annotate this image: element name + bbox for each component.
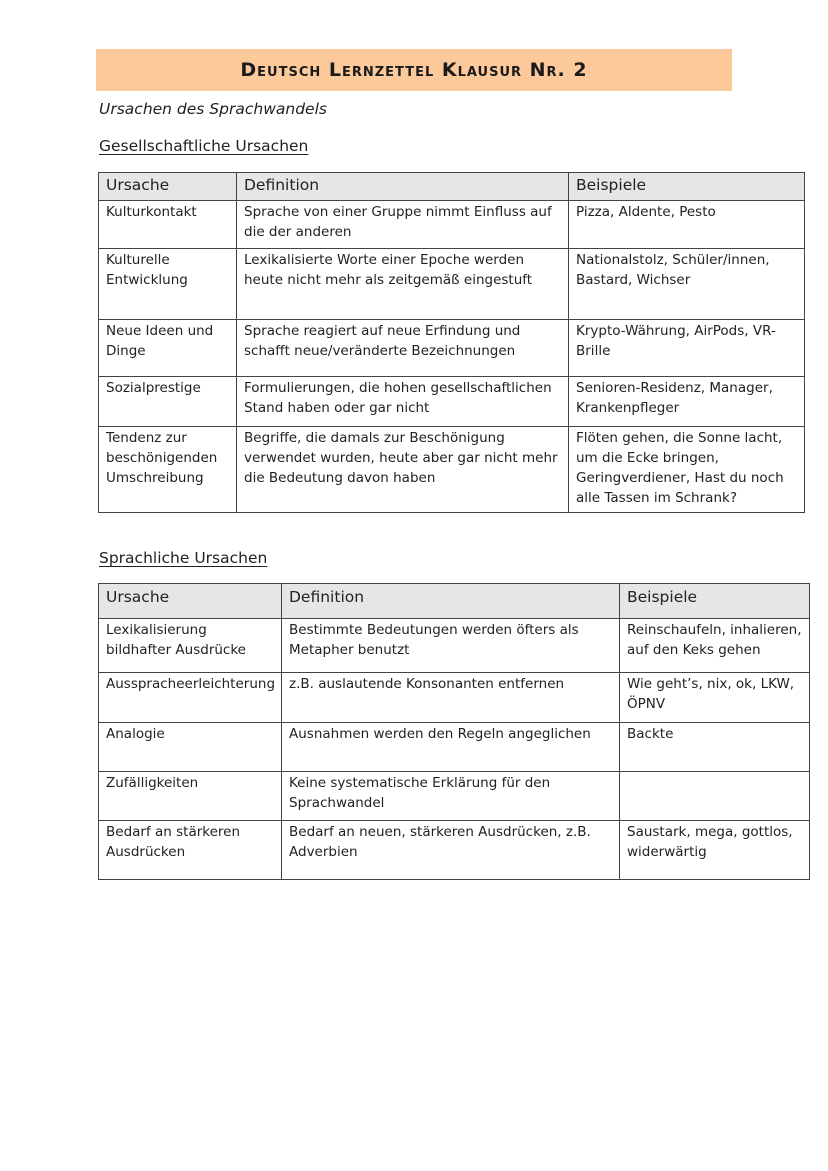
cell-ursache: Zufälligkeiten	[99, 772, 282, 821]
cell-definition: Bedarf an neuen, stärkeren Ausdrücken, z.B. Adverbien	[282, 821, 620, 880]
table-row	[99, 377, 805, 427]
table-row	[99, 427, 805, 513]
cell-definition: Ausnahmen werden den Regeln angeglichen	[282, 723, 620, 772]
table-row	[99, 320, 805, 377]
cell-ursache: Sozialprestige	[99, 377, 237, 427]
table-row	[99, 821, 810, 880]
cell-ursache: Tendenz zur beschönigenden Umschreibung	[99, 427, 237, 513]
cell-definition: Keine systematische Erklärung für den Sprachwandel	[282, 772, 620, 821]
cell-beispiele: Nationalstolz, Schüler/innen, Bastard, Wichser	[569, 249, 805, 320]
cell-ursache: Aussprachеerleichterung	[99, 673, 282, 723]
cell-definition: Lexikalisierte Worte einer Epoche werden heute nicht mehr als zeitgemäß eingestuft	[237, 249, 569, 320]
table-header-row	[99, 584, 810, 619]
cell-beispiele: Flöten gehen, die Sonne lacht, um die Ecke bringen, Geringverdiener, Hast du noch alle Tassen im Schrank?	[569, 427, 805, 513]
cell-beispiele: Senioren-Residenz, Manager, Krankenpfleger	[569, 377, 805, 427]
cell-definition: Begriffe, die damals zur Beschönigung verwendet wurden, heute aber gar nicht mehr die Bedeutung davon haben	[237, 427, 569, 513]
column-header-definition: Definition	[237, 173, 569, 201]
cell-definition: Formulierungen, die hohen gesellschaftlichen Stand haben oder gar nicht	[237, 377, 569, 427]
column-header-ursache: Ursache	[99, 173, 237, 201]
cell-beispiele: Reinschaufeln, inhalieren, auf den Keks gehen	[620, 619, 810, 673]
column-header-definition: Definition	[282, 584, 620, 619]
column-header-beispiele: Beispiele	[620, 584, 810, 619]
section-heading-sprachlich: Sprachliche Ursachen	[99, 549, 268, 567]
cell-beispiele	[620, 772, 810, 821]
cell-definition: Sprache reagiert auf neue Erfindung und schafft neue/veränderte Bezeichnungen	[237, 320, 569, 377]
cell-definition: Bestimmte Bedeutungen werden öfters als Metapher benutzt	[282, 619, 620, 673]
cell-ursache: Kulturelle Entwicklung	[99, 249, 237, 320]
section-heading-gesellschaftlich: Gesellschaftliche Ursachen	[99, 137, 309, 155]
table-row	[99, 201, 805, 249]
table-row	[99, 619, 810, 673]
cell-ursache: Lexikalisierung bildhafter Ausdrücke	[99, 619, 282, 673]
table-row	[99, 772, 810, 821]
cell-ursache: Neue Ideen und Dinge	[99, 320, 237, 377]
column-header-ursache: Ursache	[99, 584, 282, 619]
cell-beispiele: Backte	[620, 723, 810, 772]
cell-definition: Sprache von einer Gruppe nimmt Einfluss auf die der anderen	[237, 201, 569, 249]
title-banner	[96, 49, 732, 91]
cell-ursache: Analogie	[99, 723, 282, 772]
cell-definition: z.B. auslautende Konsonanten entfernen	[282, 673, 620, 723]
page-title: Deutsch Lernzettel Klausur Nr. 2	[240, 59, 588, 81]
cell-beispiele: Saustark, mega, gottlos, widerwärtig	[620, 821, 810, 880]
table-row	[99, 249, 805, 320]
cell-beispiele: Wie geht’s, nix, ok, LKW, ÖPNV	[620, 673, 810, 723]
table-row	[99, 673, 810, 723]
cell-beispiele: Krypto-Währung, AirPods, VR-Brille	[569, 320, 805, 377]
table-header-row	[99, 173, 805, 201]
column-header-beispiele: Beispiele	[569, 173, 805, 201]
cell-beispiele: Pizza, Aldente, Pesto	[569, 201, 805, 249]
table-sprachliche-ursachen	[98, 583, 810, 880]
subtitle: Ursachen des Sprachwandels	[99, 100, 327, 118]
cell-ursache: Kulturkontakt	[99, 201, 237, 249]
table-row	[99, 723, 810, 772]
cell-ursache: Bedarf an stärkeren Ausdrücken	[99, 821, 282, 880]
table-gesellschaftliche-ursachen	[98, 172, 805, 513]
